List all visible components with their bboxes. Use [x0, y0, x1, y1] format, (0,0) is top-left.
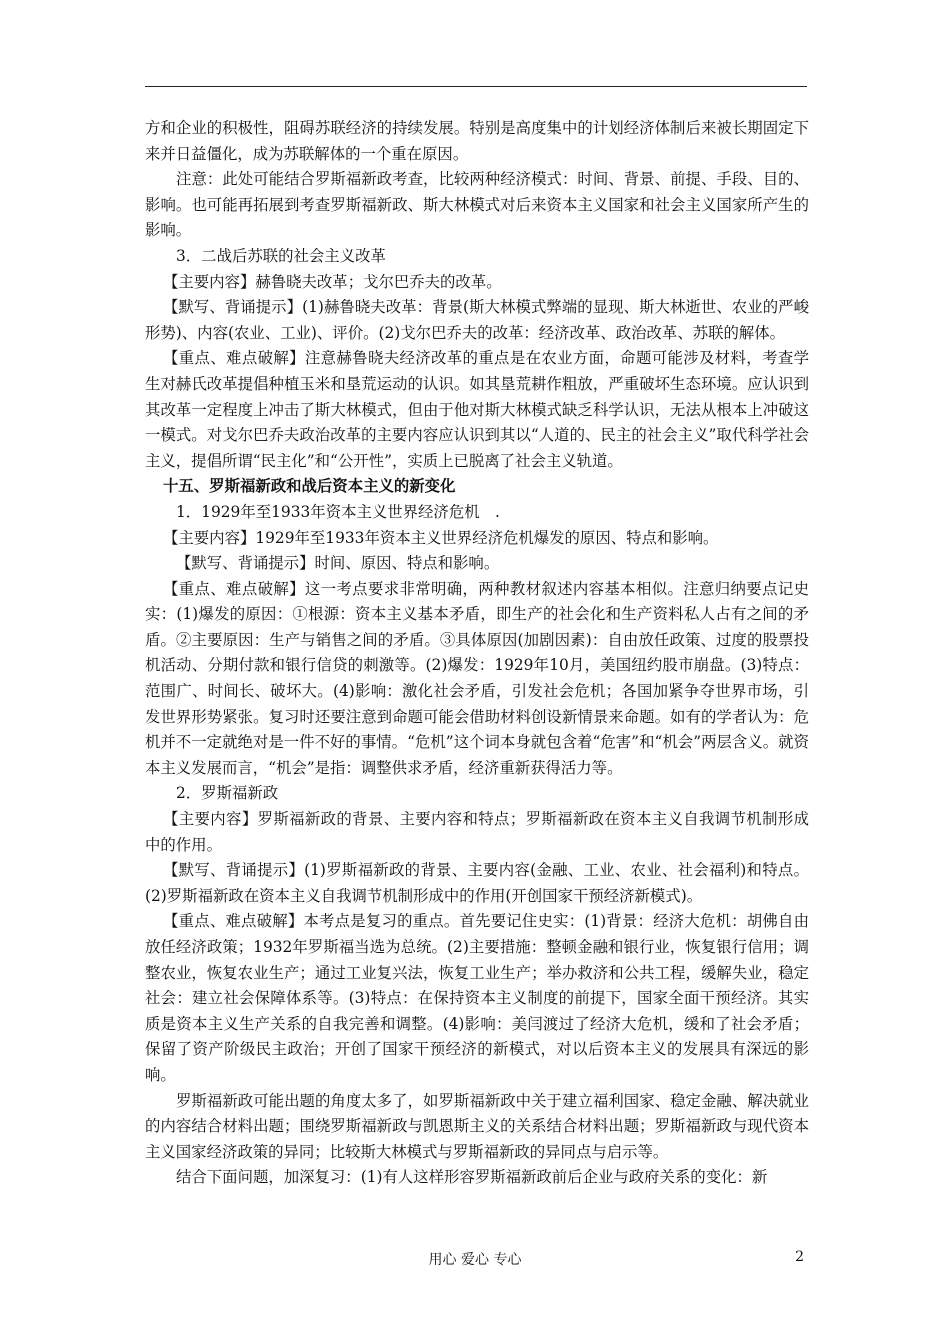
- paragraph: 【默写、背诵提示】时间、原因、特点和影响。: [176, 554, 500, 573]
- paragraph: 方和企业的积极性，阻碍苏联经济的持续发展。特别是高度集中的计划经济体制后来被长期固定下来并日益僵化，成为苏联解体的一个重在原因。: [145, 119, 809, 163]
- paragraph: 【默写、背诵提示】(1)罗斯福新政的背景、主要内容(金融、工业、农业、社会福利)和特点。(2)罗斯福新政在资本主义自我调节机制形成中的作用(开创国家干预经济新模式)。: [145, 861, 809, 905]
- paragraph: 3．二战后苏联的社会主义改革: [176, 246, 386, 265]
- page-footer: [0, 1249, 950, 1271]
- paragraph: 【主要内容】赫鲁晓夫改革；戈尔巴乔夫的改革。: [163, 272, 502, 291]
- paragraph: 【默写、背诵提示】(1)赫鲁晓夫改革：背景(斯大林模式弊端的显现、斯大林逝世、农业的严峻形势)、内容(农业、工业)、评价。(2)戈尔巴乔夫的改革：经济改革、政治改革、苏联的解体。: [145, 298, 809, 342]
- paragraph: 【重点、难点破解】注意赫鲁晓夫经济改革的重点是在农业方面，命题可能涉及材料，考查学生对赫氏改革提倡种植玉米和垦荒运动的认识。如其垦荒耕作粗放，严重破坏生态环境。应认识到其改革一定程度上冲击了斯大林模式，但由于他对斯大林模式缺乏科学认识，无法从根本上冲破这一模式。对戈尔巴乔夫政治改革的主要内容应认识到其以“人道的、民主的社会主义”取代科学社会主义，提倡所谓“民主化”和“公开性”，实质上已脱离了社会主义轨道。: [145, 349, 809, 470]
- page-number: 2: [795, 1249, 804, 1265]
- header-rule: [145, 86, 807, 87]
- section-heading: 十五、罗斯福新政和战后资本主义的新变化: [163, 477, 456, 496]
- paragraph: 结合下面问题，加深复习：(1)有人这样形容罗斯福新政前后企业与政府关系的变化：新: [176, 1168, 768, 1187]
- paragraph: 【重点、难点破解】本考点是复习的重点。首先要记住史实：(1)背景：经济大危机：胡佛自由放任经济政策；1932年罗斯福当选为总统。(2)主要措施：整顿金融和银行业，恢复银行信用；调整农业，恢复农业生产；通过工业复兴法，恢复工业生产；举办救济和公共工程，缓解失业，稳定社会：建立社会保障体系等。(3)特点：在保持资本主义制度的前提下，国家全面干预经济。其实质是资本主义生产关系的自我完善和调整。(4)影响：美闫渡过了经济大危机，缓和了社会矛盾；保留了资产阶级民主政治；开创了国家干预经济的新模式，对以后资本主义的发展具有深远的影响。: [145, 912, 809, 1084]
- paragraph: 【主要内容】罗斯福新政的背景、主要内容和特点；罗斯福新政在资本主义自我调节机制形成中的作用。: [145, 810, 809, 854]
- paragraph: 注意：此处可能结合罗斯福新政考查，比较两种经济模式：时间、背景、前提、手段、目的、影响。也可能再拓展到考查罗斯福新政、斯大林模式对后来资本主义国家和社会主义国家所产生的影响。: [145, 170, 809, 240]
- footer-motto: 用心 爱心 专心: [428, 1252, 522, 1268]
- paragraph: 1．1929年至1933年资本主义世界经济危机 .: [176, 502, 500, 521]
- document-body: [145, 116, 809, 1191]
- paragraph: 2．罗斯福新政: [176, 784, 279, 803]
- paragraph: 罗斯福新政可能出题的角度太多了，如罗斯福新政中关于建立福利国家、稳定金融、解决就业的内容结合材料出题；围绕罗斯福新政与凯恩斯主义的关系结合材料出题；罗斯福新政与现代资本主义国家经济政策的异同；比较斯大林模式与罗斯福新政的异同点与启示等。: [145, 1091, 809, 1161]
- paragraph: 【重点、难点破解】这一考点要求非常明确，两种教材叙述内容基本相似。注意归纳要点记史实：(1)爆发的原因：①根源：资本主义基本矛盾，即生产的社会化和生产资料私人占有之间的矛盾。②主要原因：生产与销售之间的矛盾。③具体原因(加剧因素)：自由放任政策、过度的股票投机活动、分期付款和银行信贷的刺激等。(2)爆发：1929年10月，美国纽约股市崩盘。(3)特点：范围广、时间长、破坏大。(4)影响：激化社会矛盾，引发社会危机；各国加紧争夺世界市场，引发世界形势紧张。复习时还要注意到命题可能会借助材料创设新情景来命题。如有的学者认为：危机并不一定就绝对是一件不好的事情。“危机”这个词本身就包含着“危害”和“机会”两层含义。就资本主义发展而言，“机会”是指：调整供求矛盾，经济重新获得活力等。: [145, 579, 809, 777]
- paragraph: 【主要内容】1929年至1933年资本主义世界经济危机爆发的原因、特点和影响。: [163, 528, 719, 547]
